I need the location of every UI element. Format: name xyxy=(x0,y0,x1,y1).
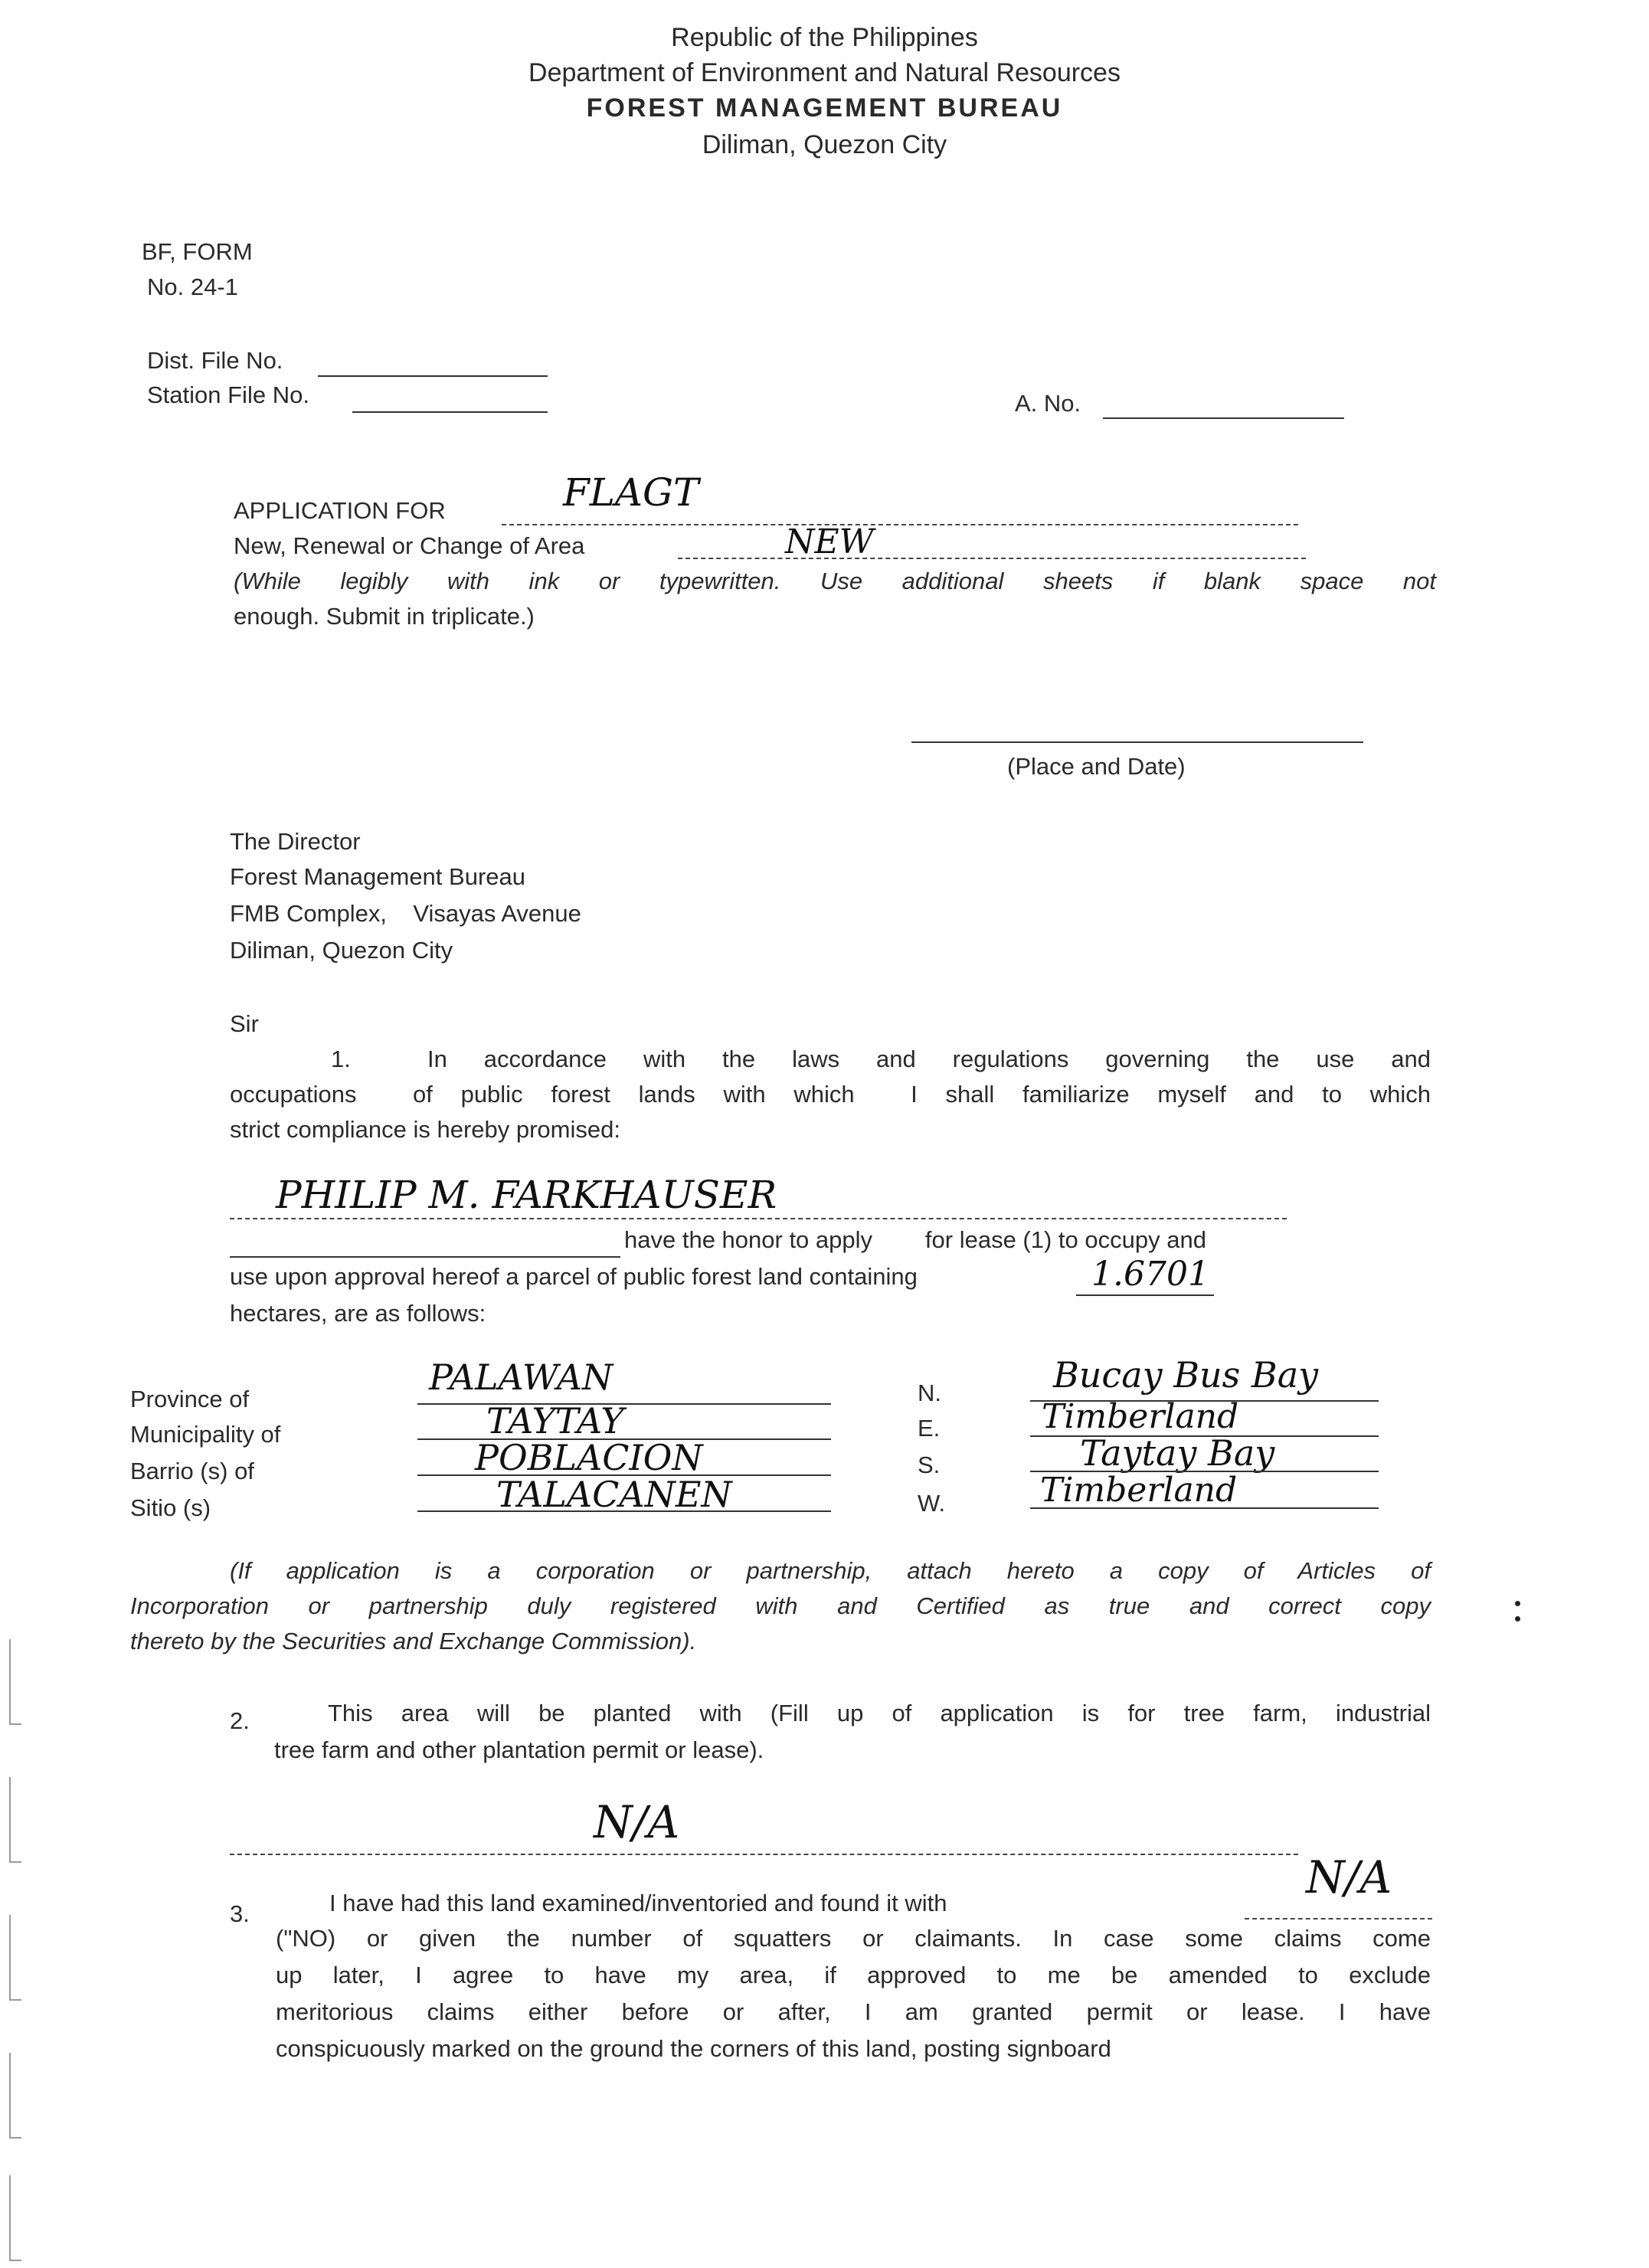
application-instructions-1: (While legibly with ink or typewritten. Use additional sheets if blank space not xyxy=(234,568,1436,594)
para1-line-3: strict compliance is hereby promised: xyxy=(230,1116,620,1143)
west-label: W. xyxy=(918,1490,946,1517)
application-instructions-2: enough. Submit in triplicate.) xyxy=(234,603,535,630)
para2-line-2: tree farm and other plantation permit or lease). xyxy=(274,1736,764,1763)
place-date-label: (Place and Date) xyxy=(1007,753,1186,780)
header-location: Diliman, Quezon City xyxy=(702,130,947,159)
margin-mark xyxy=(9,2175,21,2261)
para1-number: 1. xyxy=(331,1046,351,1072)
margin-mark xyxy=(9,1915,21,2001)
para2-line-1: This area will be planted with (Fill up of application is for tree farm, industrial xyxy=(328,1700,1431,1726)
municipality-label: Municipality of xyxy=(130,1421,281,1448)
para1-line-4: have the honor to apply for lease (1) to occupy and xyxy=(624,1226,1206,1253)
barrio-label: Barrio (s) of xyxy=(130,1458,254,1484)
applicant-name-field[interactable] xyxy=(230,1256,620,1258)
province-field[interactable] xyxy=(417,1403,831,1405)
barrio-value: POBLACION xyxy=(475,1437,703,1478)
application-for-label: APPLICATION FOR xyxy=(234,497,446,524)
margin-mark xyxy=(9,1639,21,1725)
para3-line-3: up later, I agree to have my area, if approved to me be amended to exclude xyxy=(276,1962,1431,1988)
station-file-field[interactable] xyxy=(352,411,548,413)
application-type-label: New, Renewal or Change of Area xyxy=(234,532,585,559)
para3-value: N/A xyxy=(1306,1851,1392,1903)
salutation: Sir xyxy=(230,1010,259,1037)
corporation-note-line-2: Incorporation or partnership duly registered with and Certified as true and correct copy xyxy=(130,1592,1431,1619)
application-for-field[interactable] xyxy=(502,524,1298,525)
province-label: Province of xyxy=(130,1386,250,1412)
station-file-label: Station File No. xyxy=(147,381,309,408)
para3-line-4: meritorious claims either before or after, I am granted permit or lease. I have xyxy=(276,1998,1431,2025)
area-field[interactable] xyxy=(1076,1294,1214,1296)
header-republic: Republic of the Philippines xyxy=(671,23,978,52)
addressee-line-1: The Director xyxy=(230,828,361,855)
south-label: S. xyxy=(918,1451,941,1478)
applicant-name-value: PHILIP M. FARKHAUSER xyxy=(276,1173,777,1217)
para3-line-2: ("NO) or given the number of squatters or claimants. In case some claims come xyxy=(276,1925,1431,1952)
corporation-note-line-3: thereto by the Securities and Exchange Commission). xyxy=(130,1628,697,1654)
east-value: Timberland xyxy=(1042,1397,1239,1436)
application-type-field[interactable] xyxy=(678,558,1306,559)
para2-field[interactable] xyxy=(230,1854,1298,1855)
para2-number: 2. xyxy=(230,1707,250,1734)
east-label: E. xyxy=(918,1415,941,1442)
para3-field[interactable] xyxy=(1245,1918,1432,1919)
para1-line-6: hectares, are as follows: xyxy=(230,1300,486,1327)
margin-mark xyxy=(9,1777,21,1863)
addressee-line-4: Diliman, Quezon City xyxy=(230,937,453,964)
a-no-label: A. No. xyxy=(1015,390,1081,417)
para2-value: N/A xyxy=(594,1796,680,1848)
form-id-number: No. 24-1 xyxy=(147,273,238,300)
margin-mark xyxy=(9,2053,21,2139)
para1-line-1: In accordance with the laws and regulations governing the use and xyxy=(427,1046,1431,1072)
municipality-value: TAYTAY xyxy=(486,1400,624,1442)
addressee-line-3: FMB Complex, Visayas Avenue xyxy=(230,900,581,927)
application-type-value: NEW xyxy=(785,522,874,561)
addressee-line-2: Forest Management Bureau xyxy=(230,863,525,890)
sitio-field[interactable] xyxy=(417,1510,831,1512)
para1-line-2: occupations of public forest lands with which I shall familiarize myself and to which xyxy=(230,1081,1431,1108)
sitio-label: Sitio (s) xyxy=(130,1494,211,1521)
application-for-value: FLAGT xyxy=(563,470,699,515)
area-value: 1.6701 xyxy=(1091,1255,1209,1294)
north-value: Bucay Bus Bay xyxy=(1053,1354,1319,1396)
west-field[interactable] xyxy=(1030,1507,1379,1509)
a-no-field[interactable] xyxy=(1103,417,1344,419)
province-value: PALAWAN xyxy=(429,1357,613,1398)
scan-dot xyxy=(1515,1616,1520,1622)
header-bureau: FOREST MANAGEMENT BUREAU xyxy=(586,93,1063,123)
place-date-field[interactable] xyxy=(911,741,1363,743)
west-value: Timberland xyxy=(1040,1471,1238,1510)
form-id-label: BF, FORM xyxy=(142,238,253,265)
header-department: Department of Environment and Natural Resources xyxy=(528,58,1121,87)
north-label: N. xyxy=(918,1379,941,1406)
sitio-value: TALACANEN xyxy=(496,1474,732,1515)
para3-line-5: conspicuously marked on the ground the corners of this land, posting signboard xyxy=(276,2035,1111,2062)
para1-line-5: use upon approval hereof a parcel of public forest land containing xyxy=(230,1263,918,1290)
corporation-note-line-1: (If application is a corporation or partnership, attach hereto a copy of Articles of xyxy=(230,1557,1431,1584)
applicant-name-field-top[interactable] xyxy=(230,1218,1287,1219)
dist-file-field[interactable] xyxy=(318,375,548,377)
dist-file-label: Dist. File No. xyxy=(147,347,283,374)
para3-line-1: I have had this land examined/inventoried and found it with xyxy=(329,1890,947,1916)
south-value: Taytay Bay xyxy=(1080,1432,1275,1474)
para3-number: 3. xyxy=(230,1900,250,1927)
scan-dot xyxy=(1515,1601,1520,1606)
